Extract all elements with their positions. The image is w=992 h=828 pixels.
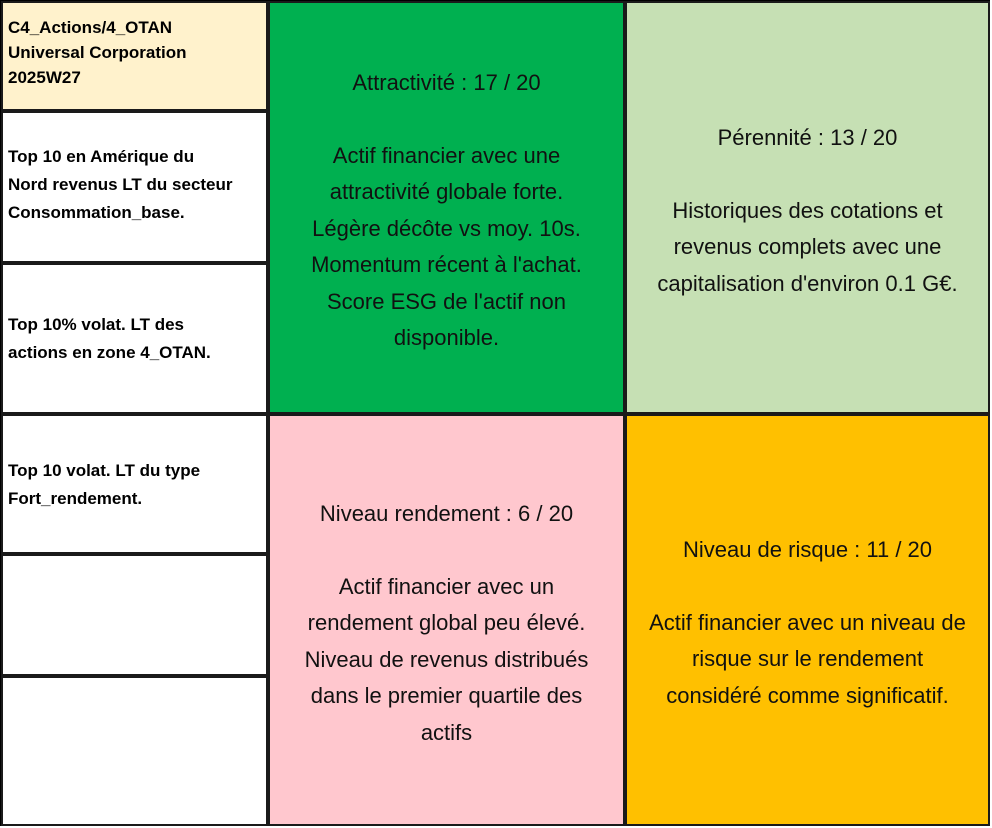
- risque-line: considéré comme significatif.: [666, 682, 949, 708]
- note-cell-3: [1, 414, 268, 554]
- quadrant-perennite: [625, 1, 990, 414]
- note-line: actions en zone 4_OTAN.: [8, 343, 211, 362]
- quadrant-attractivite: [268, 1, 625, 414]
- note-line: Top 10 volat. LT du type: [8, 461, 201, 480]
- header-company: Universal Corporation: [8, 43, 187, 62]
- note-cell-4: [1, 554, 268, 676]
- rendement-line: actifs: [420, 719, 473, 745]
- perennite-line: Historiques des cotations et: [672, 197, 943, 223]
- attractivite-line: Actif financier avec une: [332, 142, 561, 168]
- note-cell-5: [1, 676, 268, 826]
- risque-title: Niveau de risque : 11 / 20: [682, 537, 933, 562]
- perennite-title: Pérennité : 13 / 20: [717, 125, 898, 150]
- note-line: Consommation_base.: [8, 203, 185, 222]
- attractivite-line: Momentum récent à l'achat.: [311, 252, 582, 277]
- header-path: C4_Actions/4_OTAN: [8, 18, 173, 37]
- attractivite-title: Attractivité : 17 / 20: [352, 70, 541, 95]
- header-cell: [1, 1, 268, 111]
- quadrant-rendement: [268, 414, 625, 826]
- perennite-line: revenus complets avec une: [673, 234, 942, 259]
- rendement-title: Niveau rendement : 6 / 20: [319, 501, 574, 526]
- rendement-line: Niveau de revenus distribués: [304, 646, 589, 672]
- header-week: 2025W27: [8, 68, 81, 87]
- note-line: Fort_rendement.: [8, 489, 143, 508]
- risque-line: Actif financier avec un niveau de: [649, 609, 966, 635]
- rendement-line: Actif financier avec un: [338, 573, 555, 599]
- note-line: Nord revenus LT du secteur: [8, 175, 233, 194]
- attractivite-line: attractivité globale forte.: [329, 179, 564, 204]
- attractivite-line: disponible.: [393, 325, 500, 350]
- attractivite-line: Légère décôte vs moy. 10s.: [312, 215, 581, 241]
- attractivite-line: Score ESG de l'actif non: [327, 288, 566, 314]
- risque-line: risque sur le rendement: [691, 646, 924, 671]
- perennite-line: capitalisation d'environ 0.1 G€.: [657, 270, 958, 296]
- note-line: Top 10% volat. LT des: [8, 315, 185, 334]
- note-line: Top 10 en Amérique du: [8, 147, 195, 166]
- rendement-line: dans le premier quartile des: [310, 683, 583, 708]
- note-cell-2: [1, 263, 268, 414]
- quadrant-risque: [625, 414, 990, 826]
- note-cell-1: [1, 111, 268, 263]
- rendement-line: rendement global peu élevé.: [307, 610, 586, 635]
